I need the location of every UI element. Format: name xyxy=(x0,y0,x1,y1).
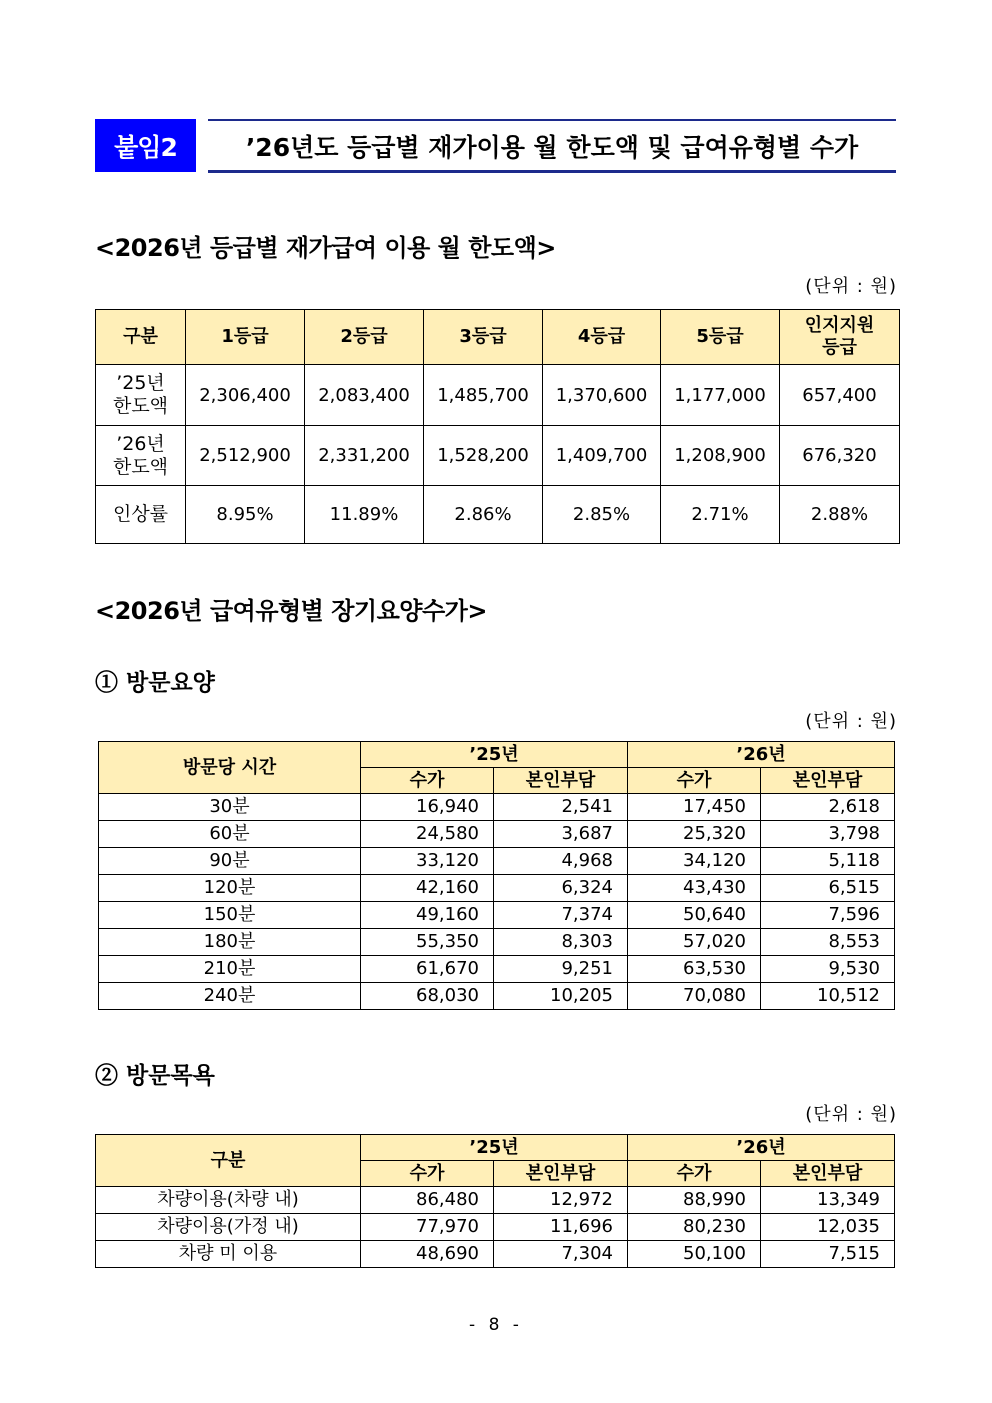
table-row xyxy=(99,983,895,1010)
table-row xyxy=(99,902,895,929)
table-cell: 50,100 xyxy=(628,1241,761,1268)
column-header: 1등급 xyxy=(186,310,305,365)
table-cell: 1,208,900 xyxy=(661,426,780,486)
table-cell: 61,670 xyxy=(361,956,494,983)
row-label: ’25년 한도액 xyxy=(96,365,186,426)
column-header: 본인부담 xyxy=(494,1161,628,1187)
page-title: ’26년도 등급별 재가이용 월 한도액 및 급여유형별 수가 xyxy=(208,119,896,173)
table-row xyxy=(99,956,895,983)
unit-label: (단위 : 원) xyxy=(805,276,897,297)
column-header: 수가 xyxy=(628,768,761,794)
table-cell: 12,035 xyxy=(761,1214,895,1241)
table-cell: 88,990 xyxy=(628,1187,761,1214)
table-cell: 1,177,000 xyxy=(661,365,780,426)
row-label: 150분 xyxy=(99,902,361,929)
column-header: 구분 xyxy=(96,310,186,365)
table-cell: 3,798 xyxy=(761,821,895,848)
attachment-tag: 붙임2 xyxy=(95,119,196,172)
table-row xyxy=(99,929,895,956)
table-cell: 86,480 xyxy=(361,1187,494,1214)
table-cell: 8.95% xyxy=(186,486,305,544)
table-cell: 63,530 xyxy=(628,956,761,983)
table-cell: 50,640 xyxy=(628,902,761,929)
row-label: 차량이용(가정 내) xyxy=(96,1214,361,1241)
column-header: 3등급 xyxy=(424,310,543,365)
row-label: 240분 xyxy=(99,983,361,1010)
table-row xyxy=(96,1241,895,1268)
column-header: 본인부담 xyxy=(494,768,628,794)
page-number: - 8 - xyxy=(469,1315,523,1335)
table-cell: 6,324 xyxy=(494,875,628,902)
table-cell: 49,160 xyxy=(361,902,494,929)
table-cell: 80,230 xyxy=(628,1214,761,1241)
table-cell: 9,530 xyxy=(761,956,895,983)
table-row xyxy=(96,365,900,426)
table-cell: 2,541 xyxy=(494,794,628,821)
column-header: 본인부담 xyxy=(761,768,895,794)
table-cell: 3,687 xyxy=(494,821,628,848)
table-cell: 2.86% xyxy=(424,486,543,544)
table-row xyxy=(99,848,895,875)
subsection-title-visit-care: ① 방문요양 xyxy=(95,669,215,696)
table-cell: 2,083,400 xyxy=(305,365,424,426)
table-cell: 9,251 xyxy=(494,956,628,983)
column-header: 수가 xyxy=(628,1161,761,1187)
year-header: ’26년 xyxy=(628,742,895,768)
table-cell: 48,690 xyxy=(361,1241,494,1268)
table-cell: 17,450 xyxy=(628,794,761,821)
table-cell: 6,515 xyxy=(761,875,895,902)
column-header: 구분 xyxy=(96,1135,361,1187)
table-cell: 4,968 xyxy=(494,848,628,875)
table-cell: 68,030 xyxy=(361,983,494,1010)
table-cell: 10,512 xyxy=(761,983,895,1010)
visit-bath-fee-table xyxy=(95,1134,895,1268)
table-cell: 1,370,600 xyxy=(543,365,661,426)
row-label: 60분 xyxy=(99,821,361,848)
row-label: 차량 미 이용 xyxy=(96,1241,361,1268)
table-row xyxy=(96,1214,895,1241)
table-cell: 55,350 xyxy=(361,929,494,956)
table-cell: 1,409,700 xyxy=(543,426,661,486)
table-cell: 70,080 xyxy=(628,983,761,1010)
table-cell: 24,580 xyxy=(361,821,494,848)
table-cell: 42,160 xyxy=(361,875,494,902)
column-header: 수가 xyxy=(361,1161,494,1187)
row-label: 인상률 xyxy=(96,486,186,544)
table-row xyxy=(99,794,895,821)
column-header-cognitive xyxy=(780,310,900,365)
unit-label: (단위 : 원) xyxy=(805,1104,897,1125)
table-cell: 5,118 xyxy=(761,848,895,875)
visit-care-fee-table xyxy=(98,741,895,1010)
table-row xyxy=(96,426,900,486)
table-cell: 7,304 xyxy=(494,1241,628,1268)
table-cell: 77,970 xyxy=(361,1214,494,1241)
table-cell: 2.71% xyxy=(661,486,780,544)
subsection-title-visit-bath: ② 방문목욕 xyxy=(95,1062,215,1089)
unit-label: (단위 : 원) xyxy=(805,711,897,732)
table-cell: 2.88% xyxy=(780,486,900,544)
table-cell: 11.89% xyxy=(305,486,424,544)
row-label: 210분 xyxy=(99,956,361,983)
year-header: ’25년 xyxy=(361,742,628,768)
table-cell: 1,485,700 xyxy=(424,365,543,426)
row-label: 차량이용(차량 내) xyxy=(96,1187,361,1214)
table-cell: 2,331,200 xyxy=(305,426,424,486)
table-cell: 676,320 xyxy=(780,426,900,486)
table-row xyxy=(99,875,895,902)
column-header: 4등급 xyxy=(543,310,661,365)
table-cell: 657,400 xyxy=(780,365,900,426)
column-header: 수가 xyxy=(361,768,494,794)
table-cell: 10,205 xyxy=(494,983,628,1010)
table-cell: 25,320 xyxy=(628,821,761,848)
year-header: ’25년 xyxy=(361,1135,628,1161)
table-cell: 7,515 xyxy=(761,1241,895,1268)
table-cell: 43,430 xyxy=(628,875,761,902)
row-label: 30분 xyxy=(99,794,361,821)
table-row xyxy=(96,1187,895,1214)
table-cell: 1,528,200 xyxy=(424,426,543,486)
column-header-text: 인지지원 등급 xyxy=(804,315,875,358)
table-cell: 2,512,900 xyxy=(186,426,305,486)
table-cell: 11,696 xyxy=(494,1214,628,1241)
table-cell: 8,303 xyxy=(494,929,628,956)
column-header: 5등급 xyxy=(661,310,780,365)
table-cell: 7,374 xyxy=(494,902,628,929)
table-cell: 34,120 xyxy=(628,848,761,875)
row-label: 90분 xyxy=(99,848,361,875)
table-cell: 12,972 xyxy=(494,1187,628,1214)
row-label: ’26년 한도액 xyxy=(96,426,186,486)
table-cell: 16,940 xyxy=(361,794,494,821)
column-header: 2등급 xyxy=(305,310,424,365)
column-header: 방문당 시간 xyxy=(99,742,361,794)
column-header: 본인부담 xyxy=(761,1161,895,1187)
table-cell: 7,596 xyxy=(761,902,895,929)
year-header: ’26년 xyxy=(628,1135,895,1161)
row-label: 180분 xyxy=(99,929,361,956)
table-cell: 13,349 xyxy=(761,1187,895,1214)
monthly-limit-table xyxy=(95,309,900,544)
table-cell: 2,306,400 xyxy=(186,365,305,426)
table-row xyxy=(99,821,895,848)
row-label: 120분 xyxy=(99,875,361,902)
section-title-fees: <2026년 급여유형별 장기요양수가> xyxy=(95,597,487,625)
table-cell: 2.85% xyxy=(543,486,661,544)
table-cell: 8,553 xyxy=(761,929,895,956)
table-cell: 57,020 xyxy=(628,929,761,956)
table-row xyxy=(96,486,900,544)
section-title-monthly-limit: <2026년 등급별 재가급여 이용 월 한도액> xyxy=(95,234,556,262)
table-cell: 33,120 xyxy=(361,848,494,875)
table-cell: 2,618 xyxy=(761,794,895,821)
